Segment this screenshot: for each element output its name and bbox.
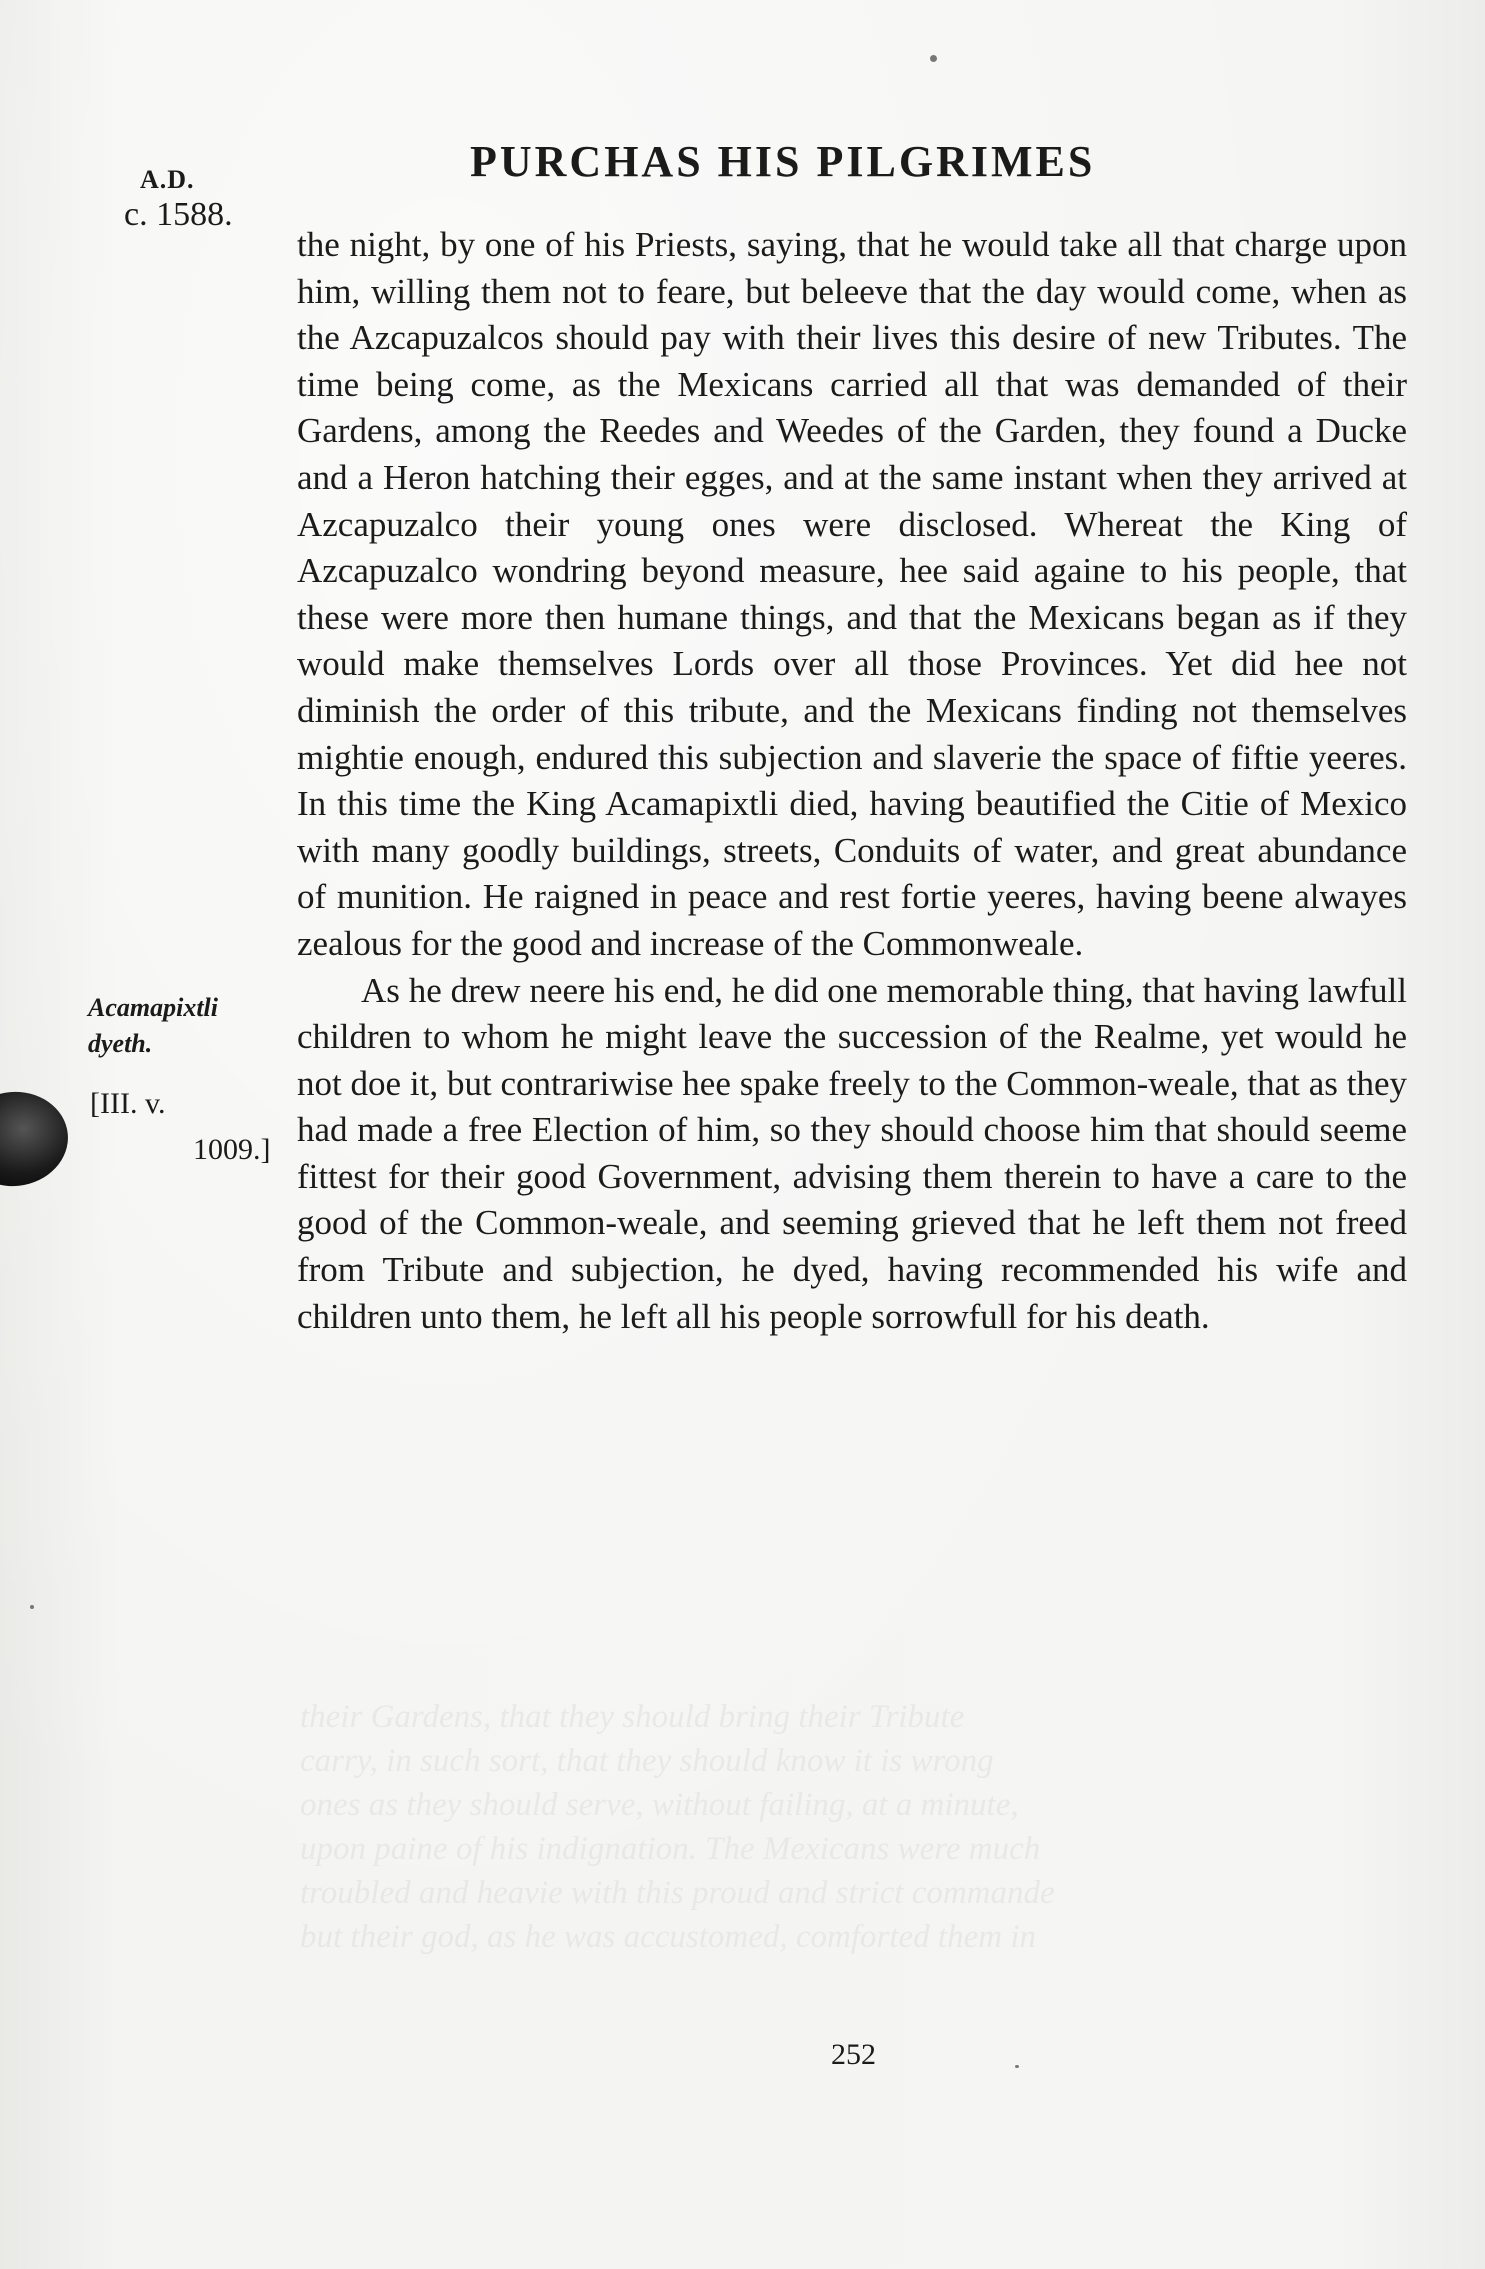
ad-label: A.D.	[140, 165, 195, 194]
body-text	[297, 222, 1407, 1340]
paragraph-1: the night, by one of his Priests, saying, that he would take all that charge upon him, willing them not to feare, but beleeve that the day would come, when as the Azcapuzalcos should pay with their lives this desire of new Tributes. The time being come, as the Mexicans carried all that was demanded of their Gardens, among the Reedes and Weedes of the Garden, they found a Ducke and a Heron hatching their egges, and at the same instant when they arrived at Azcapuzalco their young ones were disclosed. Whereat the King of Azcapuzalco wondring beyond measure, hee said againe to his people, that these were more then humane things, and that the Mexicans began as if they would make themselves Lords over all those Provinces. Yet did hee not diminish the order of this tribute, and the Mexicans finding not themselves mightie enough, endured this subjection and slaverie the space of fiftie yeeres. In this time the King Acamapixtli died, having beautified the Citie of Mexico with many goodly buildings, streets, Conduits of water, and great abundance of munition. He raigned in peace and rest fortie yeeres, having beene alwayes zealous for the good and increase of the Commonweale.	[297, 225, 1407, 963]
paragraph-2: As he drew neere his end, he did one memorable thing, that having lawfull children to whom he might leave the succession of the Realme, yet would he not doe it, but contrariwise hee spake freely to the Common-weale, that as they had made a free Election of him, so they should choose him that should seeme fittest for their good Government, advising them therein to have a care to the good of the Common-weale, and seeming grieved that he left them not freed from Tribute and subjection, he dyed, having recommended his wife and children unto them, he left all his people sorrowfull for his death.	[297, 970, 1407, 1336]
thumb-shadow	[0, 1087, 73, 1192]
page-number: 252	[831, 2038, 876, 2071]
margin-reference-line-1: [III. v.	[90, 1087, 166, 1120]
year-label: c. 1588.	[124, 196, 233, 233]
margin-note-line-2: dyeth.	[88, 1029, 153, 1058]
margin-note-line-1: Acamapixtli	[88, 993, 218, 1022]
dust-speck	[1015, 2065, 1019, 2068]
margin-note	[88, 990, 218, 1062]
running-title: PURCHAS HIS PILGRIMES	[470, 137, 1096, 186]
show-through-text: their Gardens, that they should bring their Tribute carry, in such sort, that they should know it is wrong ones as they should serve, without failing, at a minute, upon paine of his indignation. The Mexicans were much troubled and heavie with this proud and strict commande but their god, as he was accustomed, comforted them in	[300, 1699, 1055, 1955]
dust-speck	[930, 55, 937, 62]
dust-speck	[30, 1605, 34, 1609]
margin-reference-line-2: 1009.]	[193, 1133, 271, 1166]
